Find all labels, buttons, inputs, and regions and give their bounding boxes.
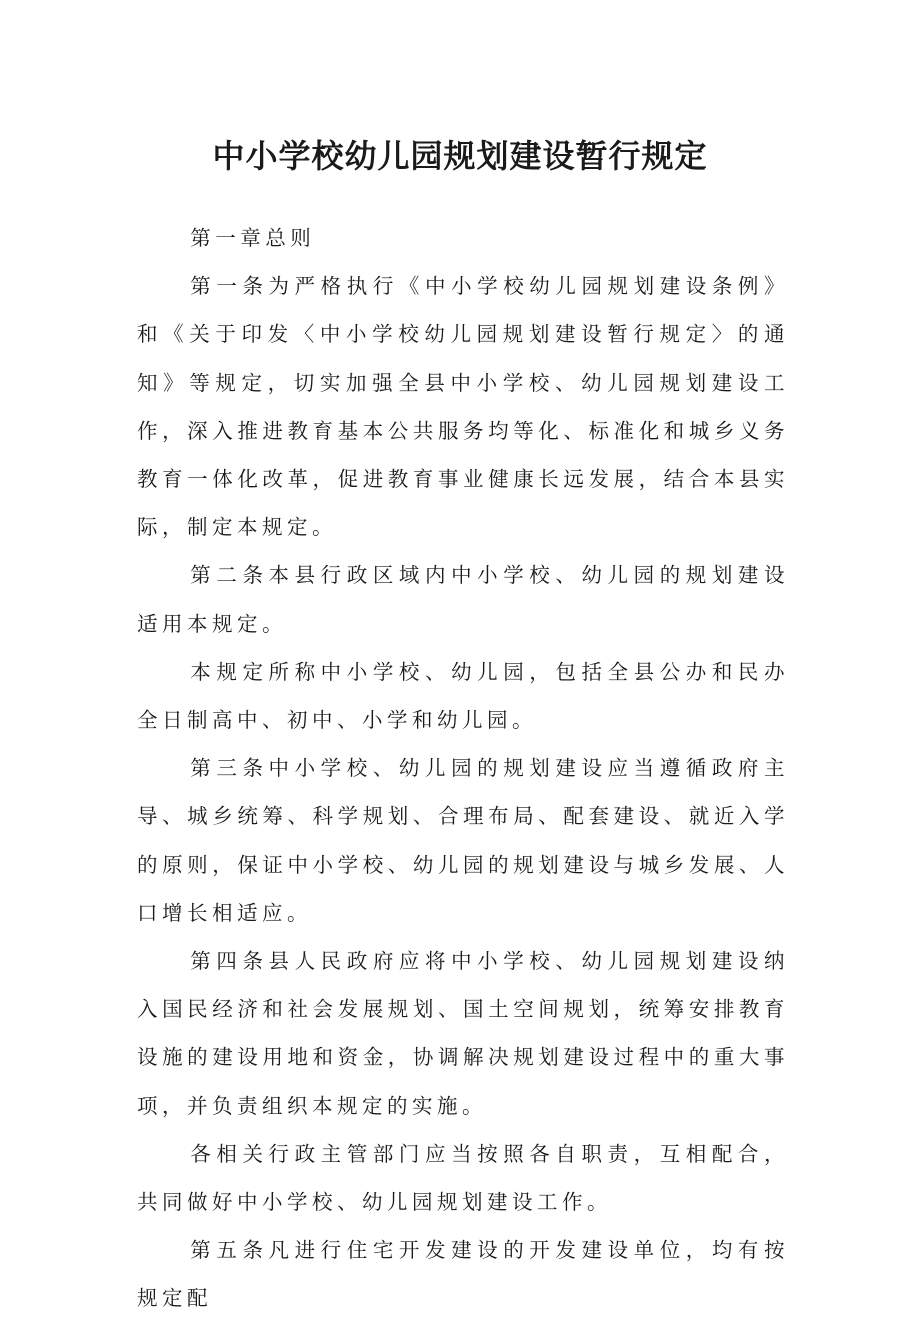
paragraph-article-5: 第五条凡进行住宅开发建设的开发建设单位，均有按规定配 — [137, 1238, 789, 1311]
paragraph-article-1: 第一条为严格执行《中小学校幼儿园规划建设条例》和《关于印发〈中小学校幼儿园规划建设暂行规定〉的通知》等规定，切实加强全县中小学校、幼儿园规划建设工作，深入推进教育基本公共服务均等化、标准化和城乡义务教育一体化改革，促进教育事业健康长远发展，结合本县实际，制定本规定。 — [137, 274, 789, 540]
paragraph-article-2: 第二条本县行政区域内中小学校、幼儿园的规划建设适用本规定。 — [137, 563, 789, 636]
paragraph-article-3: 第三条中小学校、幼儿园的规划建设应当遵循政府主导、城乡统筹、科学规划、合理布局、配套建设、就近入学的原则，保证中小学校、幼儿园的规划建设与城乡发展、人口增长相适应。 — [137, 756, 789, 925]
paragraph-scope: 本规定所称中小学校、幼儿园，包括全县公办和民办全日制高中、初中、小学和幼儿园。 — [137, 659, 789, 733]
paragraph-departments: 各相关行政主管部门应当按照各自职责，互相配合，共同做好中小学校、幼儿园规划建设工作。 — [137, 1141, 789, 1215]
chapter-heading: 第一章总则 — [190, 226, 316, 250]
document-title: 中小学校幼儿园规划建设暂行规定 — [212, 137, 708, 175]
document-body — [137, 214, 789, 1323]
paragraph-article-4: 第四条县人民政府应将中小学校、幼儿园规划建设纳入国民经济和社会发展规划、国土空间规划，统筹安排教育设施的建设用地和资金，协调解决规划建设过程中的重大事项，并负责组织本规定的实施。 — [137, 949, 789, 1118]
